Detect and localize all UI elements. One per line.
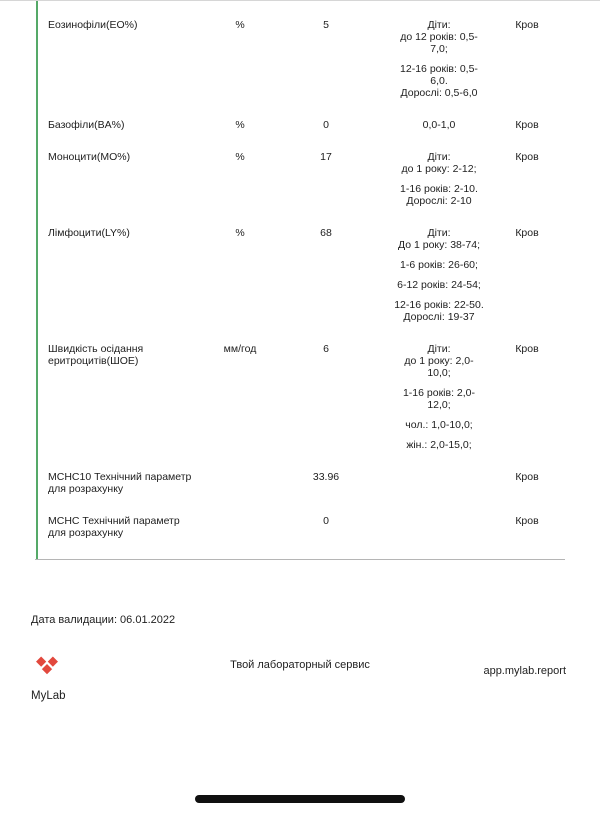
reference-range	[380, 19, 498, 99]
reference-line: чол.: 1,0-10,0;	[405, 419, 473, 431]
material-label: Кров	[515, 227, 539, 239]
parameter-unit: %	[235, 227, 245, 239]
table-row	[0, 343, 600, 471]
parameter-value: 17	[320, 151, 332, 163]
reference-range	[380, 151, 498, 207]
reference-line: до 1 року: 2-12;	[401, 163, 477, 175]
material-label: Кров	[515, 151, 539, 163]
reference-group	[380, 387, 498, 411]
reference-group	[380, 279, 498, 291]
material-label: Кров	[515, 343, 539, 355]
parameter-name: MCHC Технічний параметр для розрахунку	[48, 515, 180, 539]
validation-date: Дата валидации: 06.01.2022	[31, 614, 176, 626]
parameter-name: Швидкість осідання еритроцитів(ШОЕ)	[48, 343, 144, 367]
parameter-value: 0	[323, 515, 329, 527]
reference-line: до 12 років: 0,5-	[400, 31, 478, 43]
parameter-name: Моноцити(MO%)	[48, 151, 131, 163]
reference-line: До 1 року: 38-74;	[398, 239, 480, 251]
reference-line: Діти:	[427, 343, 451, 355]
parameter-value: 0	[323, 119, 329, 131]
brand-name: MyLab	[31, 690, 66, 702]
reference-line: жін.: 2,0-15,0;	[406, 439, 472, 451]
material-label: Кров	[515, 19, 539, 31]
reference-line: 12-16 років: 22-50.	[394, 299, 484, 311]
reference-line: 1-6 років: 26-60;	[400, 259, 478, 271]
parameter-value: 5	[323, 19, 329, 31]
table-row	[0, 19, 600, 119]
reference-line: 12-16 років: 0,5-	[400, 63, 478, 75]
table-bottom-divider	[35, 559, 565, 560]
parameter-unit: %	[235, 151, 245, 163]
reference-line: Діти:	[427, 151, 451, 163]
reference-group	[380, 119, 498, 131]
parameter-unit: %	[235, 19, 245, 31]
reference-line: Дорослі: 0,5-6,0	[400, 87, 478, 99]
reference-line: до 1 року: 2,0-	[404, 355, 474, 367]
reference-group	[380, 183, 498, 207]
table-row	[0, 227, 600, 343]
home-indicator[interactable]	[195, 795, 405, 803]
parameter-name: MCHC10 Технічний параметр для розрахунку	[48, 471, 192, 495]
reference-range	[380, 119, 498, 131]
reference-group	[380, 259, 498, 271]
material-label: Кров	[515, 119, 539, 131]
table-row	[0, 515, 600, 559]
reference-group	[380, 19, 498, 55]
footer-tagline: Твой лабораторный сервис	[230, 659, 370, 671]
parameter-name: Базофіли(BA%)	[48, 119, 125, 131]
parameter-name: Еозинофіли(EO%)	[48, 19, 138, 31]
parameter-unit: %	[235, 119, 245, 131]
reference-group	[380, 63, 498, 99]
reference-line: Діти:	[427, 227, 451, 239]
table-row	[0, 471, 600, 515]
table-row	[0, 119, 600, 151]
reference-line: 0,0-1,0	[422, 119, 456, 131]
reference-line: Діти:	[427, 19, 451, 31]
reference-line: 6,0.	[430, 75, 448, 87]
parameter-value: 33.96	[312, 471, 340, 483]
results-table	[0, 1, 600, 559]
parameter-value: 6	[323, 343, 329, 355]
reference-range	[380, 343, 498, 451]
reference-group	[380, 439, 498, 451]
parameter-name: Лімфоцити(LY%)	[48, 227, 130, 239]
reference-line: 1-16 років: 2,0-	[402, 387, 476, 399]
table-row	[0, 151, 600, 227]
material-label: Кров	[515, 471, 539, 483]
reference-line: 1-16 років: 2-10.	[400, 183, 478, 195]
reference-group	[380, 419, 498, 431]
reference-line: 6-12 років: 24-54;	[397, 279, 481, 291]
footer-url: app.mylab.report	[483, 665, 566, 677]
parameter-unit: мм/год	[223, 343, 257, 355]
reference-range	[380, 227, 498, 323]
reference-line: 10,0;	[427, 367, 451, 379]
material-label: Кров	[515, 515, 539, 527]
reference-line: Дорослі: 19-37	[403, 311, 475, 323]
reference-group	[380, 343, 498, 379]
reference-line: Дорослі: 2-10	[406, 195, 472, 207]
reference-group	[380, 299, 498, 323]
reference-line: 7,0;	[430, 43, 448, 55]
reference-line: 12,0;	[427, 399, 451, 411]
reference-group	[380, 151, 498, 175]
mylab-logo-icon	[31, 651, 63, 683]
parameter-value: 68	[320, 227, 332, 239]
reference-group	[380, 227, 498, 251]
